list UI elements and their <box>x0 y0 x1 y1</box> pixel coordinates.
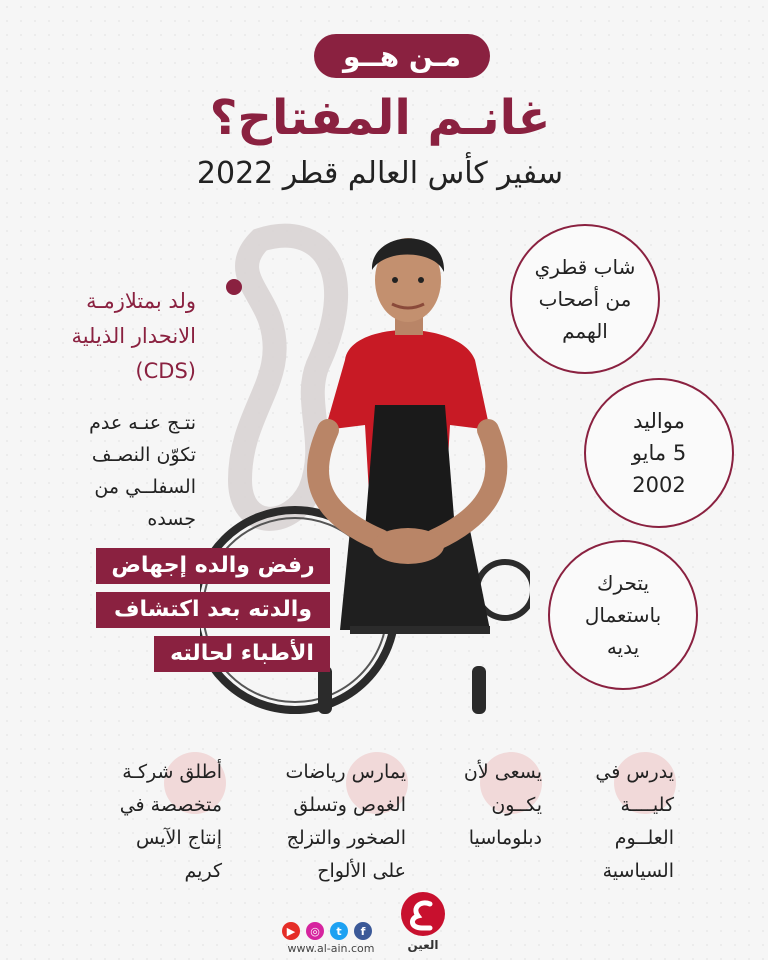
circle-line: من أصحاب <box>538 287 632 311</box>
highlight-bar: والدته بعد اكتشاف <box>96 592 330 628</box>
fact-line: العلــوم <box>614 827 674 849</box>
fact-line: السياسية <box>602 860 674 882</box>
fact-line: إنتاج الآيس <box>135 827 222 849</box>
fact-line: على الألواح <box>317 860 406 882</box>
fact-ambition <box>430 756 542 855</box>
fact-line: يسعى لأن <box>463 761 542 783</box>
fact-line: يمارس رياضات <box>285 761 406 783</box>
fact-line: متخصصة في <box>119 794 222 816</box>
twitter-icon[interactable]: t <box>330 922 348 940</box>
fact-line: دبلوماسيا <box>468 827 542 849</box>
highlight-bar: الأطباء لحالته <box>154 636 330 672</box>
logo-text: العين <box>407 938 439 952</box>
circle-line: مواليد <box>633 409 685 433</box>
condition-line: الانحدار الذيلية <box>71 324 196 348</box>
condition-line: ولد بمتلازمـة <box>86 289 196 313</box>
website-link[interactable]: www.al-ain.com <box>287 942 375 955</box>
fact-circle-mobility <box>548 540 698 690</box>
circle-line: باستعمال <box>584 603 662 627</box>
description-line: تكوّن النصـف <box>91 444 196 466</box>
circle-line: الهمم <box>562 319 608 343</box>
highlight-bar: رفض والده إجهاض <box>96 548 330 584</box>
instagram-icon[interactable]: ◎ <box>306 922 324 940</box>
fact-circle-birthdate <box>584 378 734 528</box>
social-links <box>282 922 372 940</box>
description-line: السفلــي من <box>94 476 196 498</box>
fact-circle-identity <box>510 224 660 374</box>
fact-business <box>70 756 222 888</box>
condition-line: (CDS) <box>135 359 196 383</box>
fact-study <box>560 756 674 888</box>
description-line: نتـج عنـه عدم <box>89 412 196 434</box>
circle-line: شاب قطري <box>534 255 636 279</box>
facebook-icon[interactable]: f <box>354 922 372 940</box>
fact-sports <box>244 756 406 888</box>
fact-line: كليــــة <box>620 794 674 816</box>
fact-line: يكــون <box>491 794 542 816</box>
fact-line: الصخور والتزلج <box>286 827 406 849</box>
youtube-icon[interactable]: ▶ <box>282 922 300 940</box>
fact-line: الغوص وتسلق <box>293 794 406 816</box>
page-subtitle: سفير كأس العالم قطر 2022 <box>196 156 564 191</box>
circle-line: يديه <box>606 635 640 659</box>
page-title: غانـم المفتاح؟ <box>209 90 551 146</box>
condition-block <box>30 284 196 535</box>
who-pill: مـن هــو <box>314 34 490 78</box>
circle-line: يتحرك <box>596 571 650 595</box>
condition-description <box>30 407 196 535</box>
fact-line: كريم <box>184 860 222 882</box>
description-line: جسده <box>147 508 196 530</box>
ball-icon <box>226 279 242 295</box>
fact-line: يدرس في <box>595 761 674 783</box>
condition-title <box>30 284 196 389</box>
fact-line: أطلق شركـة <box>122 761 222 783</box>
circle-line: 2002 <box>632 473 686 497</box>
circle-line: 5 مايو <box>631 441 687 465</box>
